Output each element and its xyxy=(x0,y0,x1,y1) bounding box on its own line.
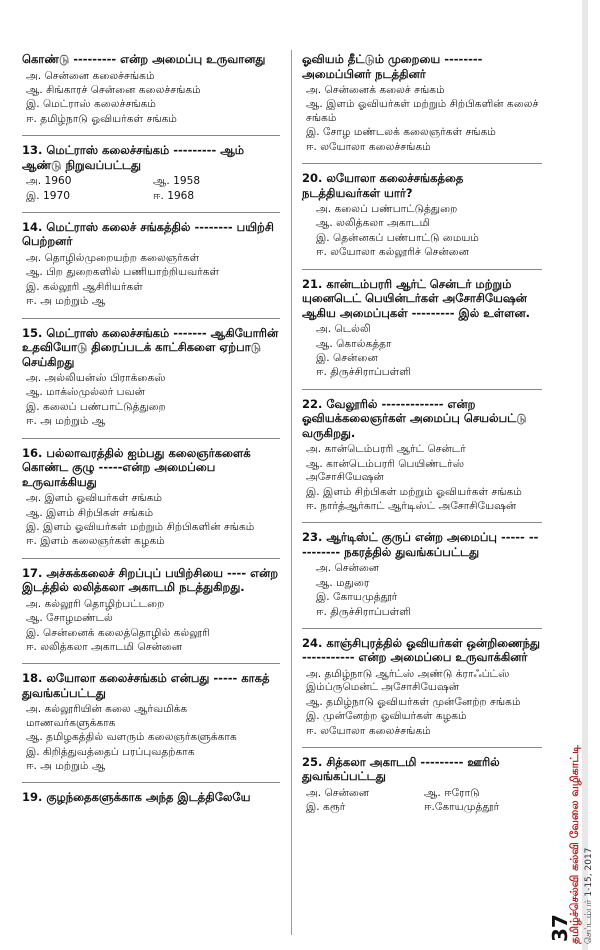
question-25 xyxy=(302,755,542,815)
question-16 xyxy=(22,446,280,549)
question-body: மெட்ராஸ் கலைச்சங்கம் --------- ஆம் ஆண்டு நிறுவப்பட்டது xyxy=(22,143,245,172)
option: அ. சென்னை xyxy=(306,786,370,799)
question-text xyxy=(22,143,280,172)
question-number: 25. xyxy=(302,754,323,769)
option: அ. சென்னைக் கலைச் சங்கம் xyxy=(306,84,445,96)
option: ஆ. மாக்ஸ்முல்லர் பவன் xyxy=(26,386,145,399)
question-21 xyxy=(302,277,542,380)
left-column xyxy=(22,52,280,814)
option: ஆ. லலித்கலா அகாடமி xyxy=(316,217,431,230)
question-text xyxy=(302,397,542,441)
option: ஈ. லயோலா கலைச்சங்கம் xyxy=(306,724,431,737)
question-number: 19. xyxy=(22,790,43,805)
question-number: 18. xyxy=(22,671,43,686)
option: ஆ. தமிழகத்தில் வளரும் கலைஞர்களுக்காக xyxy=(26,731,237,744)
option: ஆ. இளம் சிற்பிகள் சங்கம் xyxy=(26,506,154,519)
option: ஆ. பிற துறைகளில் பணியாற்றியவர்கள் xyxy=(26,266,220,279)
option: ஆ. கொல்கத்தா xyxy=(316,337,392,350)
option: இ. சோழ மண்டலக் கலைஞர்கள் சங்கம் xyxy=(306,126,496,139)
column-divider xyxy=(291,50,292,935)
question-22 xyxy=(302,397,542,514)
option-row xyxy=(302,801,542,814)
question-text xyxy=(22,220,280,249)
option: ஆ. இளம் ஓவியர்கள் மற்றும் சிற்பிகளின் கலைச் சங்கம் xyxy=(306,98,539,124)
option: ஆ. சிங்காரச் சென்னை கலைச்சங்கம் xyxy=(26,83,201,96)
option: ஆ. மதுரை xyxy=(316,576,370,589)
question-17 xyxy=(22,566,280,655)
question-text xyxy=(22,790,280,805)
option: ஆ. கான்டெம்பரரி பெயிண்டர்ஸ் அசோசியேஷன் xyxy=(306,457,465,484)
option: ஈ. திருச்சிராப்பள்ளி xyxy=(316,366,411,379)
question-text xyxy=(22,566,280,595)
question-18 xyxy=(22,671,280,773)
option: ஈ. தமிழ்நாடு ஓவியர்கள் சங்கம் xyxy=(26,112,177,125)
option: அ. கல்லூரியின் கலை ஆர்வமிக்க மாணவர்களுக்காக xyxy=(26,703,188,729)
option: ஈ. லயோலா கல்லூரிச் சென்னை xyxy=(316,246,469,259)
question-number: 22. xyxy=(302,396,323,411)
option: ஈ. திருச்சிராப்பள்ளி xyxy=(316,605,411,618)
question-body: காஞ்சிபுரத்தில் ஓவியர்கள் ஒன்றிணைந்து ----------- என்ற அமைப்பை உருவாக்கினர் xyxy=(302,635,540,665)
question-19 xyxy=(22,790,280,805)
separator xyxy=(22,135,280,136)
question-body: லயோலா கலைச்சங்கம் என்பது ----- காகத் துவங்கப்பட்டது xyxy=(22,671,270,700)
question-number: 20. xyxy=(302,171,323,186)
magazine-title: தமிழ்ச்செல்வி கல்வி வேலை வழிகாட்டி xyxy=(568,745,581,944)
question-text: கொண்டு --------- என்ற அமைப்பு உருவானது xyxy=(22,52,266,66)
separator xyxy=(302,522,542,523)
question-number: 24. xyxy=(302,635,323,650)
question-body: கான்டம்பரரி ஆர்ட் சென்டர் மற்றும் யுனைடெட் பெயின்டர்கள் அசோசியேஷன் ஆகிய அமைப்புகள் --------- இல் உள்ளன. xyxy=(302,276,531,320)
option: அ. அல்லியன்ஸ் பிராக்கைஸ் xyxy=(26,372,166,385)
question-text xyxy=(302,530,542,559)
option: அ. டெல்லி xyxy=(316,323,371,336)
question-number: 16. xyxy=(22,445,43,460)
option: ஈ. லயோலா கலைச்சங்கம் xyxy=(306,140,431,153)
option: அ. 1960 xyxy=(26,175,72,188)
separator xyxy=(302,747,542,748)
option: அ. தொழில்முறையற்ற கலைஞர்கள் xyxy=(26,251,200,264)
option-row xyxy=(22,175,280,188)
option: அ. கலைப் பண்பாட்டுத்துறை xyxy=(316,203,458,216)
option: அ. சென்னை xyxy=(316,562,380,575)
option: இ. கிறித்துவத்தைப் பரப்புவதற்காக xyxy=(26,745,195,758)
question-20 xyxy=(302,171,542,260)
question-number: 17. xyxy=(22,565,43,580)
option: ஈ. அ மற்றும் ஆ xyxy=(26,415,106,428)
option: ஆ. 1958 xyxy=(153,175,201,188)
issue-date: செப்டம்பர் 1-15, 2017 xyxy=(584,847,594,944)
separator xyxy=(302,389,542,390)
separator xyxy=(22,663,280,664)
question-text xyxy=(22,446,280,490)
question-body: அச்சுக்கலைச் சிறப்புப் பயிற்சியை ---- என்ற இடத்தில் லலித்கலா அகாடமி நடத்துகிறது. xyxy=(22,565,279,595)
question-body: ஆர்டிஸ்ட் குருப் என்ற அமைப்பு ----- ---------- நகரத்தில் துவங்கப்பட்டது xyxy=(302,530,539,559)
option: ஈ. அ மற்றும் ஆ xyxy=(26,760,106,773)
question-12-continued xyxy=(22,52,280,126)
option: இ. முன்னேற்ற ஓவியர்கள் கழகம் xyxy=(306,710,467,723)
option: இ. தென்னகப் பண்பாட்டு மையம் xyxy=(316,231,479,244)
separator xyxy=(302,163,542,164)
question-14 xyxy=(22,220,280,309)
question-text: ஓவியம் தீட்டும் முறையை -------- அமைப்பினர் நடத்தினர் xyxy=(302,52,483,81)
option-row xyxy=(302,787,542,800)
option: ஈ.கோயமுத்தூர் xyxy=(424,801,500,814)
question-24 xyxy=(302,636,542,738)
option: இ. 1970 xyxy=(26,189,70,202)
option: இ. இளம் சிற்பிகள் மற்றும் ஓவியர்கள் சங்கம் xyxy=(306,485,522,498)
question-13 xyxy=(22,143,280,203)
option: ஆ. சோழமண்டல் xyxy=(26,612,113,625)
option: அ. சென்னை கலைச்சங்கம் xyxy=(26,69,155,82)
option: இ. கல்லூரி ஆசிரியர்கள் xyxy=(26,280,143,293)
question-number: 15. xyxy=(22,325,43,340)
separator xyxy=(302,269,542,270)
question-text xyxy=(22,326,280,370)
question-19-continued xyxy=(302,52,542,154)
option: ஈ. 1968 xyxy=(153,189,195,202)
question-15 xyxy=(22,326,280,429)
question-text xyxy=(302,636,542,665)
option: ஆ. ஈரோடு xyxy=(424,786,480,799)
option: ஈ. இளம் கலைஞர்கள் கழகம் xyxy=(26,535,165,548)
option: இ. சென்னை xyxy=(316,351,378,364)
question-number: 21. xyxy=(302,276,323,291)
question-text xyxy=(22,671,280,700)
option: ஈ. நார்த்ஆர்காட் ஆர்டிஸ்ட் அசோசியேஷன் xyxy=(306,499,517,512)
option: இ. கோயமுத்தூர் xyxy=(316,591,398,604)
separator xyxy=(22,558,280,559)
separator xyxy=(22,438,280,439)
option: இ. மெட்ராஸ் கலைச்சங்கம் xyxy=(26,98,156,111)
page-number: 37 xyxy=(548,914,572,942)
separator xyxy=(22,782,280,783)
option: இ. இளம் ஓவியர்கள் மற்றும் சிற்பிகளின் சங்கம் xyxy=(26,521,255,533)
question-body: மெட்ராஸ் கலைச்சங்கம் ------- ஆகியோரின் உதவியோடு திரைப்படக் காட்சிகளை ஏற்பாடு செய்கிறது xyxy=(22,325,279,369)
question-body: மெட்ராஸ் கலைச் சங்கத்தில் -------- பயிற்சி பெற்றனர் xyxy=(22,219,274,249)
question-body: சித்கலா அகாடமி --------- ஊரில் துவங்கப்பட்டது xyxy=(302,754,500,784)
question-number: 13. xyxy=(22,143,43,158)
option: இ. கரூர் xyxy=(306,801,346,814)
option-row xyxy=(22,190,280,203)
question-text xyxy=(302,171,542,200)
option: இ. சென்னைக் கலைத்தொழில் கல்லூரி xyxy=(26,626,210,639)
separator xyxy=(22,212,280,213)
question-body: குழந்தைகளுக்காக அந்த இடத்திலேயே xyxy=(46,790,251,805)
question-number: 23. xyxy=(302,530,323,545)
question-text xyxy=(302,277,542,321)
question-text xyxy=(302,755,542,784)
right-column xyxy=(302,52,542,824)
question-body: வேலூரில் ------------- என்ற ஓவியக்கலைஞர்கள் அமைப்பு செயல்பட்டு வருகிறது. xyxy=(302,396,527,440)
option: ஆ. தமிழ்நாடு ஓவியர்கள் முன்னேற்ற சங்கம் xyxy=(306,695,521,708)
separator xyxy=(302,628,542,629)
option: இ. கலைப் பண்பாட்டுத்துறை xyxy=(26,400,166,413)
separator xyxy=(22,318,280,319)
question-23 xyxy=(302,530,542,619)
option: அ. இளம் ஓவியர்கள் சங்கம் xyxy=(26,492,162,505)
option: ஈ. அ மற்றும் ஆ xyxy=(26,295,106,308)
option: அ. கல்லூரி தொழிற்பட்டறை xyxy=(26,597,165,610)
question-number: 14. xyxy=(22,219,43,234)
question-body: பல்லாவரத்தில் ஐம்பது கலைஞர்களைக் கொண்ட குழு -----என்ற அமைப்பை உருவாக்கியது xyxy=(22,445,251,489)
option: ஈ. லலித்கலா அகாடமி சென்னை xyxy=(26,641,183,654)
option: அ. கான்டெம்பரரி ஆர்ட் சென்டர் xyxy=(306,443,466,456)
option: அ. தமிழ்நாடு ஆர்ட்ஸ் அண்டு க்ராஃப்ட்ஸ் இம்ப்ருமென்ட் அசோசியேஷன் xyxy=(306,667,510,694)
question-body: லயோலா கலைச்சங்கத்தை நடத்தியவர்கள் யார்? xyxy=(302,171,464,200)
